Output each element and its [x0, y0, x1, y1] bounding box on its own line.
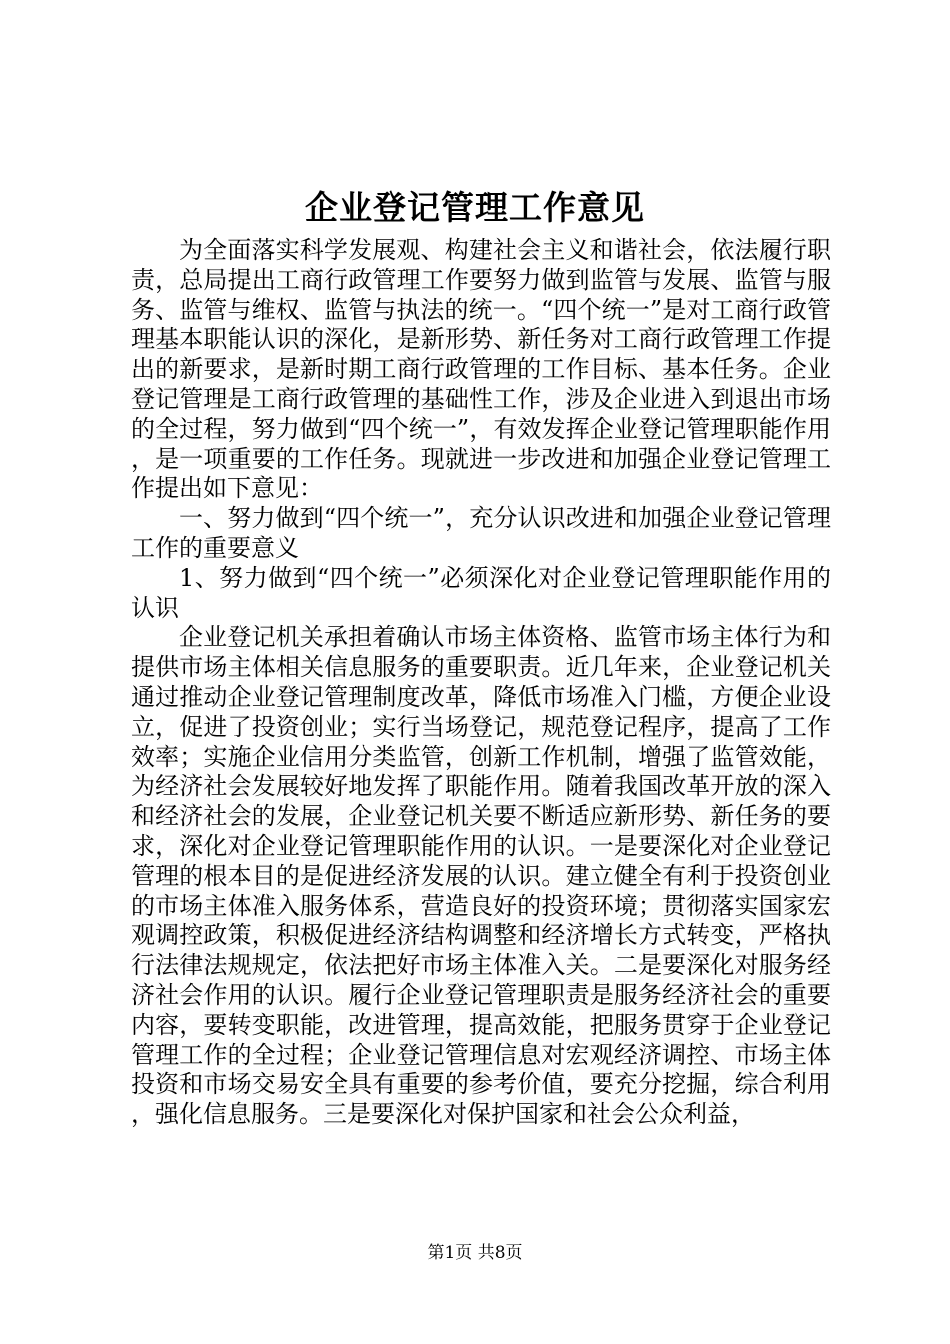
document-body [131, 236, 831, 1130]
document-title: 企业登记管理工作意见 [305, 188, 645, 227]
page-footer: 第1页 共8页 [427, 1243, 523, 1263]
section-heading-1: 一、努力做到“四个统一”，充分认识改进和加强企业登记管理工作的重要意义 [131, 504, 831, 562]
paragraph-intro: 为全面落实科学发展观、构建社会主义和谐社会，依法履行职责，总局提出工商行政管理工作要努力做到监管与发展、监管与服务、监管与维权、监管与执法的统一。“四个统一”是对工商行政管理基本职能认识的深化，是新形势、新任务对工商行政管理工作提出的新要求，是新时期工商行政管理的工作目标、基本任务。企业登记管理是工商行政管理的基础性工作，涉及企业进入到退出市场的全过程，努力做到“四个统一”，有效发挥企业登记管理职能作用，是一项重要的工作任务。现就进一步改进和加强企业登记管理工作提出如下意见： [131, 236, 831, 503]
subsection-heading-1-1: 1、努力做到“四个统一”必须深化对企业登记管理职能作用的认识 [131, 563, 831, 622]
paragraph-body: 企业登记机关承担着确认市场主体资格、监管市场主体行为和提供市场主体相关信息服务的重要职责。近几年来，企业登记机关通过推动企业登记管理制度改革，降低市场准入门槛，方便企业设立，促进了投资创业；实行当场登记，规范登记程序，提高了工作效率；实施企业信用分类监管，创新工作机制，增强了监管效能，为经济社会发展较好地发挥了职能作用。随着我国改革开放的深入和经济社会的发展，企业登记机关要不断适应新形势、新任务的要求，深化对企业登记管理职能作用的认识。一是要深化对企业登记管理的根本目的是促进经济发展的认识。建立健全有利于投资创业的市场主体准入服务体系，营造良好的投资环境；贯彻落实国家宏观调控政策，积极促进经济结构调整和经济增长方式转变，严格执行法律法规规定，依法把好市场主体准入关。二是要深化对服务经济社会作用的认识。履行企业登记管理职责是服务经济社会的重要内容，要转变职能，改进管理，提高效能，把服务贯穿于企业登记管理工作的全过程；企业登记管理信息对宏观经济调控、市场主体投资和市场交易安全具有重要的参考价值，要充分挖掘，综合利用，强化信息服务。三是要深化对保护国家和社会公众利益， [131, 623, 831, 1129]
